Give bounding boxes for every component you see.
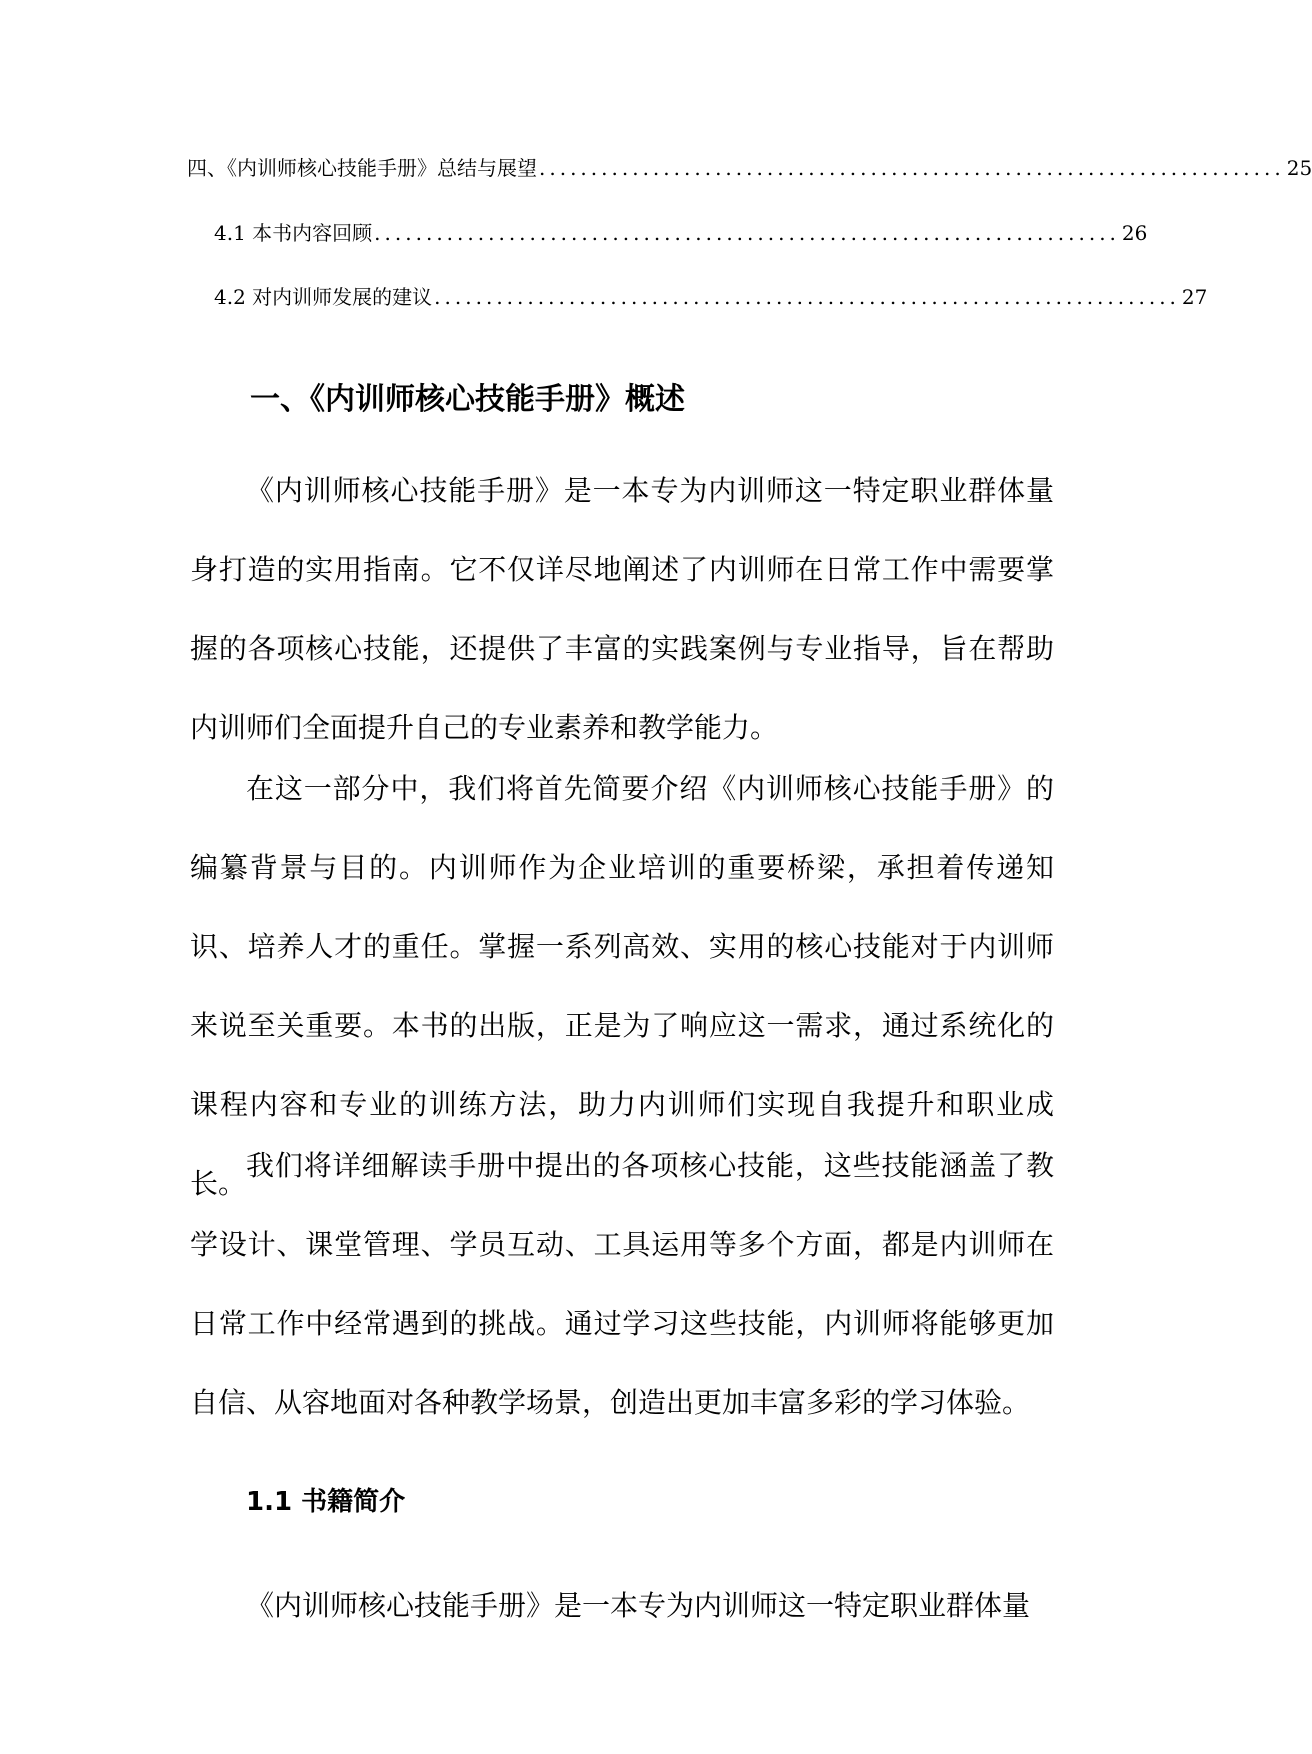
toc-leader-dots: ........................................................................	[539, 156, 1285, 180]
toc-page-number: 25	[1286, 156, 1312, 180]
body-paragraph: 《内训师核心技能手册》是一本专为内训师这一特定职业群体量身打造的实用指南。它不仅详尽地阐述了内训师在日常工作中需要掌握的各项核心技能，还提供了丰富的实践案例与专业指导，旨在帮助内训师们全面提升自己的专业素养和教学能力。	[190, 474, 1054, 744]
body-paragraph: 在这一部分中，我们将首先简要介绍《内训师核心技能手册》的编纂背景与目的。内训师作为企业培训的重要桥梁，承担着传递知识、培养人才的重任。掌握一系列高效、实用的核心技能对于内训师来说至关重要。本书的出版，正是为了响应这一需求，通过系统化的课程内容和专业的训练方法，助力内训师们实现自我提升和职业成长。	[190, 772, 1054, 1200]
toc-leader-dots: ........................................................................	[434, 285, 1180, 309]
toc-entry-title: 4.1 本书内容回顾	[214, 221, 373, 245]
toc-entry[interactable]	[214, 221, 1148, 245]
toc-entry[interactable]	[214, 285, 1208, 309]
toc-leader-dots: ........................................................................	[374, 221, 1120, 245]
toc-entry-title: 四、《内训师核心技能手册》总结与展望	[187, 156, 537, 180]
body-paragraph: 我们将详细解读手册中提出的各项核心技能，这些技能涵盖了教学设计、课堂管理、学员互动、工具运用等多个方面，都是内训师在日常工作中经常遇到的挑战。通过学习这些技能，内训师将能够更加自信、从容地面对各种教学场景，创造出更加丰富多彩的学习体验。	[190, 1149, 1054, 1419]
toc-page-number: 26	[1121, 221, 1148, 245]
toc-entry-title: 4.2 对内训师发展的建议	[214, 285, 433, 309]
toc-page-number: 27	[1181, 285, 1208, 309]
subsection-heading: 1.1 书籍简介	[246, 1487, 406, 1517]
toc-entry[interactable]	[187, 156, 1312, 180]
body-paragraph: 《内训师核心技能手册》是一本专为内训师这一特定职业群体量	[246, 1589, 1031, 1622]
section-heading: 一、《内训师核心技能手册》概述	[250, 382, 685, 417]
